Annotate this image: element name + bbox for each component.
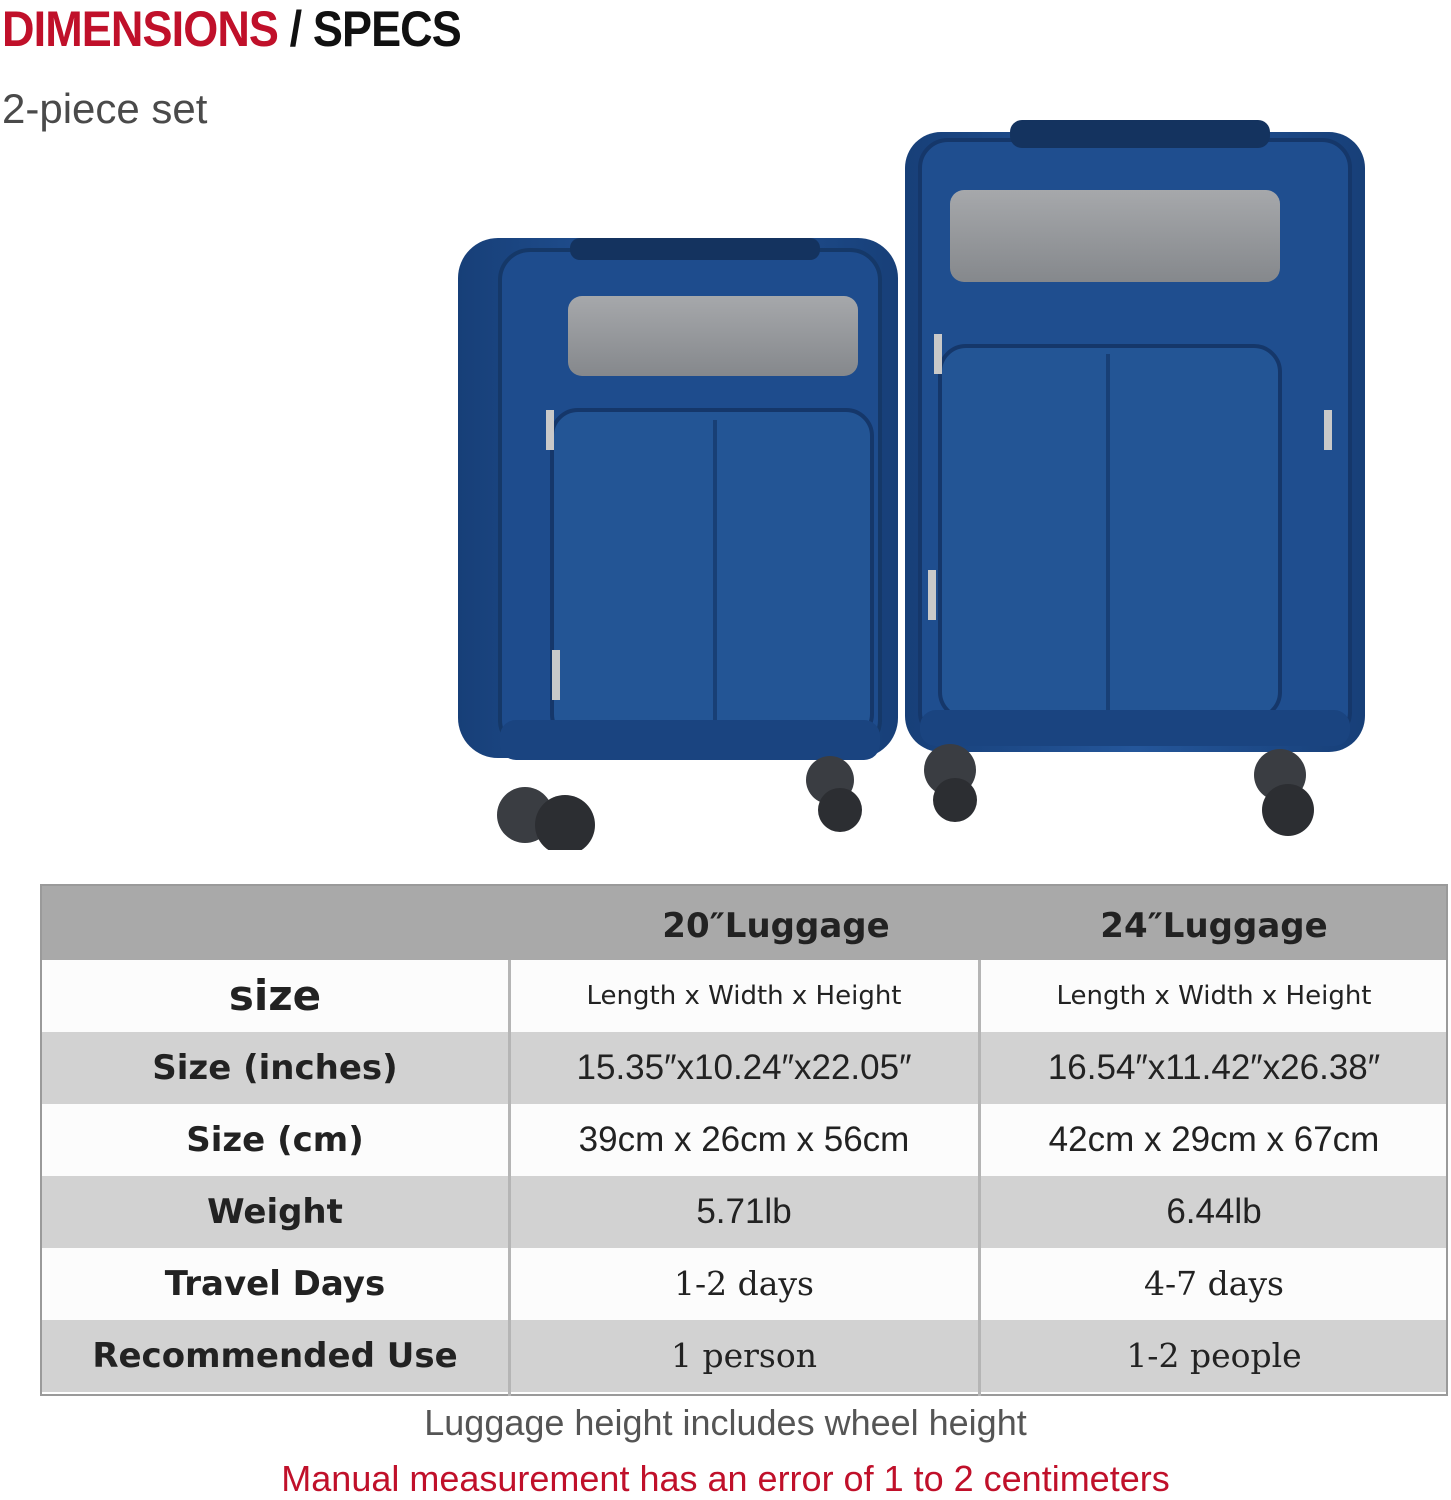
title-dimensions: DIMENSIONS: [2, 1, 279, 57]
cell-20: 39cm x 26cm x 56cm: [578, 1120, 910, 1159]
cell-20: 15.35″x10.24″x22.05″: [576, 1048, 912, 1087]
suitcase-24-icon: [905, 120, 1365, 836]
column-header-label: [42, 886, 508, 960]
row-label: Travel Days: [164, 1264, 386, 1304]
table-row: [42, 1248, 1446, 1320]
cell-20: 1-2 days: [673, 1264, 814, 1303]
note-measurement-error: Manual measurement has an error of 1 to 2 centimeters: [281, 1458, 1170, 1499]
suitcase-20-icon: [458, 238, 898, 850]
cell-24: Length x Width x Height: [1056, 981, 1372, 1011]
note-wheel-height: Luggage height includes wheel height: [424, 1402, 1027, 1443]
table-row: [42, 1176, 1446, 1248]
cell-24: 1-2 people: [1126, 1336, 1302, 1375]
column-header-20: 20″Luggage: [662, 906, 890, 946]
row-label: Size (cm): [186, 1120, 364, 1160]
column-divider: [978, 960, 981, 1396]
row-label: Weight: [207, 1192, 343, 1232]
row-label: Recommended Use: [92, 1336, 458, 1376]
title-specs: / SPECS: [278, 1, 461, 57]
luggage-photo: [440, 110, 1380, 850]
cell-24: 16.54″x11.42″x26.38″: [1047, 1048, 1381, 1087]
subtitle-set: 2-piece set: [2, 85, 208, 132]
table-row: [42, 960, 1446, 1032]
column-header-24: 24″Luggage: [1100, 906, 1328, 946]
table-row: [42, 1320, 1446, 1392]
row-label: Size (inches): [152, 1048, 398, 1088]
cell-20: 5.71lb: [696, 1192, 792, 1231]
table-row: [42, 1104, 1446, 1176]
spec-table: [40, 884, 1448, 1396]
table-header: [42, 886, 1446, 960]
column-divider: [508, 960, 511, 1396]
table-row: [42, 1032, 1446, 1104]
cell-24: 42cm x 29cm x 67cm: [1048, 1120, 1380, 1159]
cell-24: 6.44lb: [1166, 1192, 1262, 1231]
page-title: [2, 0, 461, 58]
cell-24: 4-7 days: [1143, 1264, 1284, 1303]
row-label: size: [228, 971, 322, 1020]
cell-20: Length x Width x Height: [586, 981, 902, 1011]
cell-20: 1 person: [671, 1336, 817, 1375]
